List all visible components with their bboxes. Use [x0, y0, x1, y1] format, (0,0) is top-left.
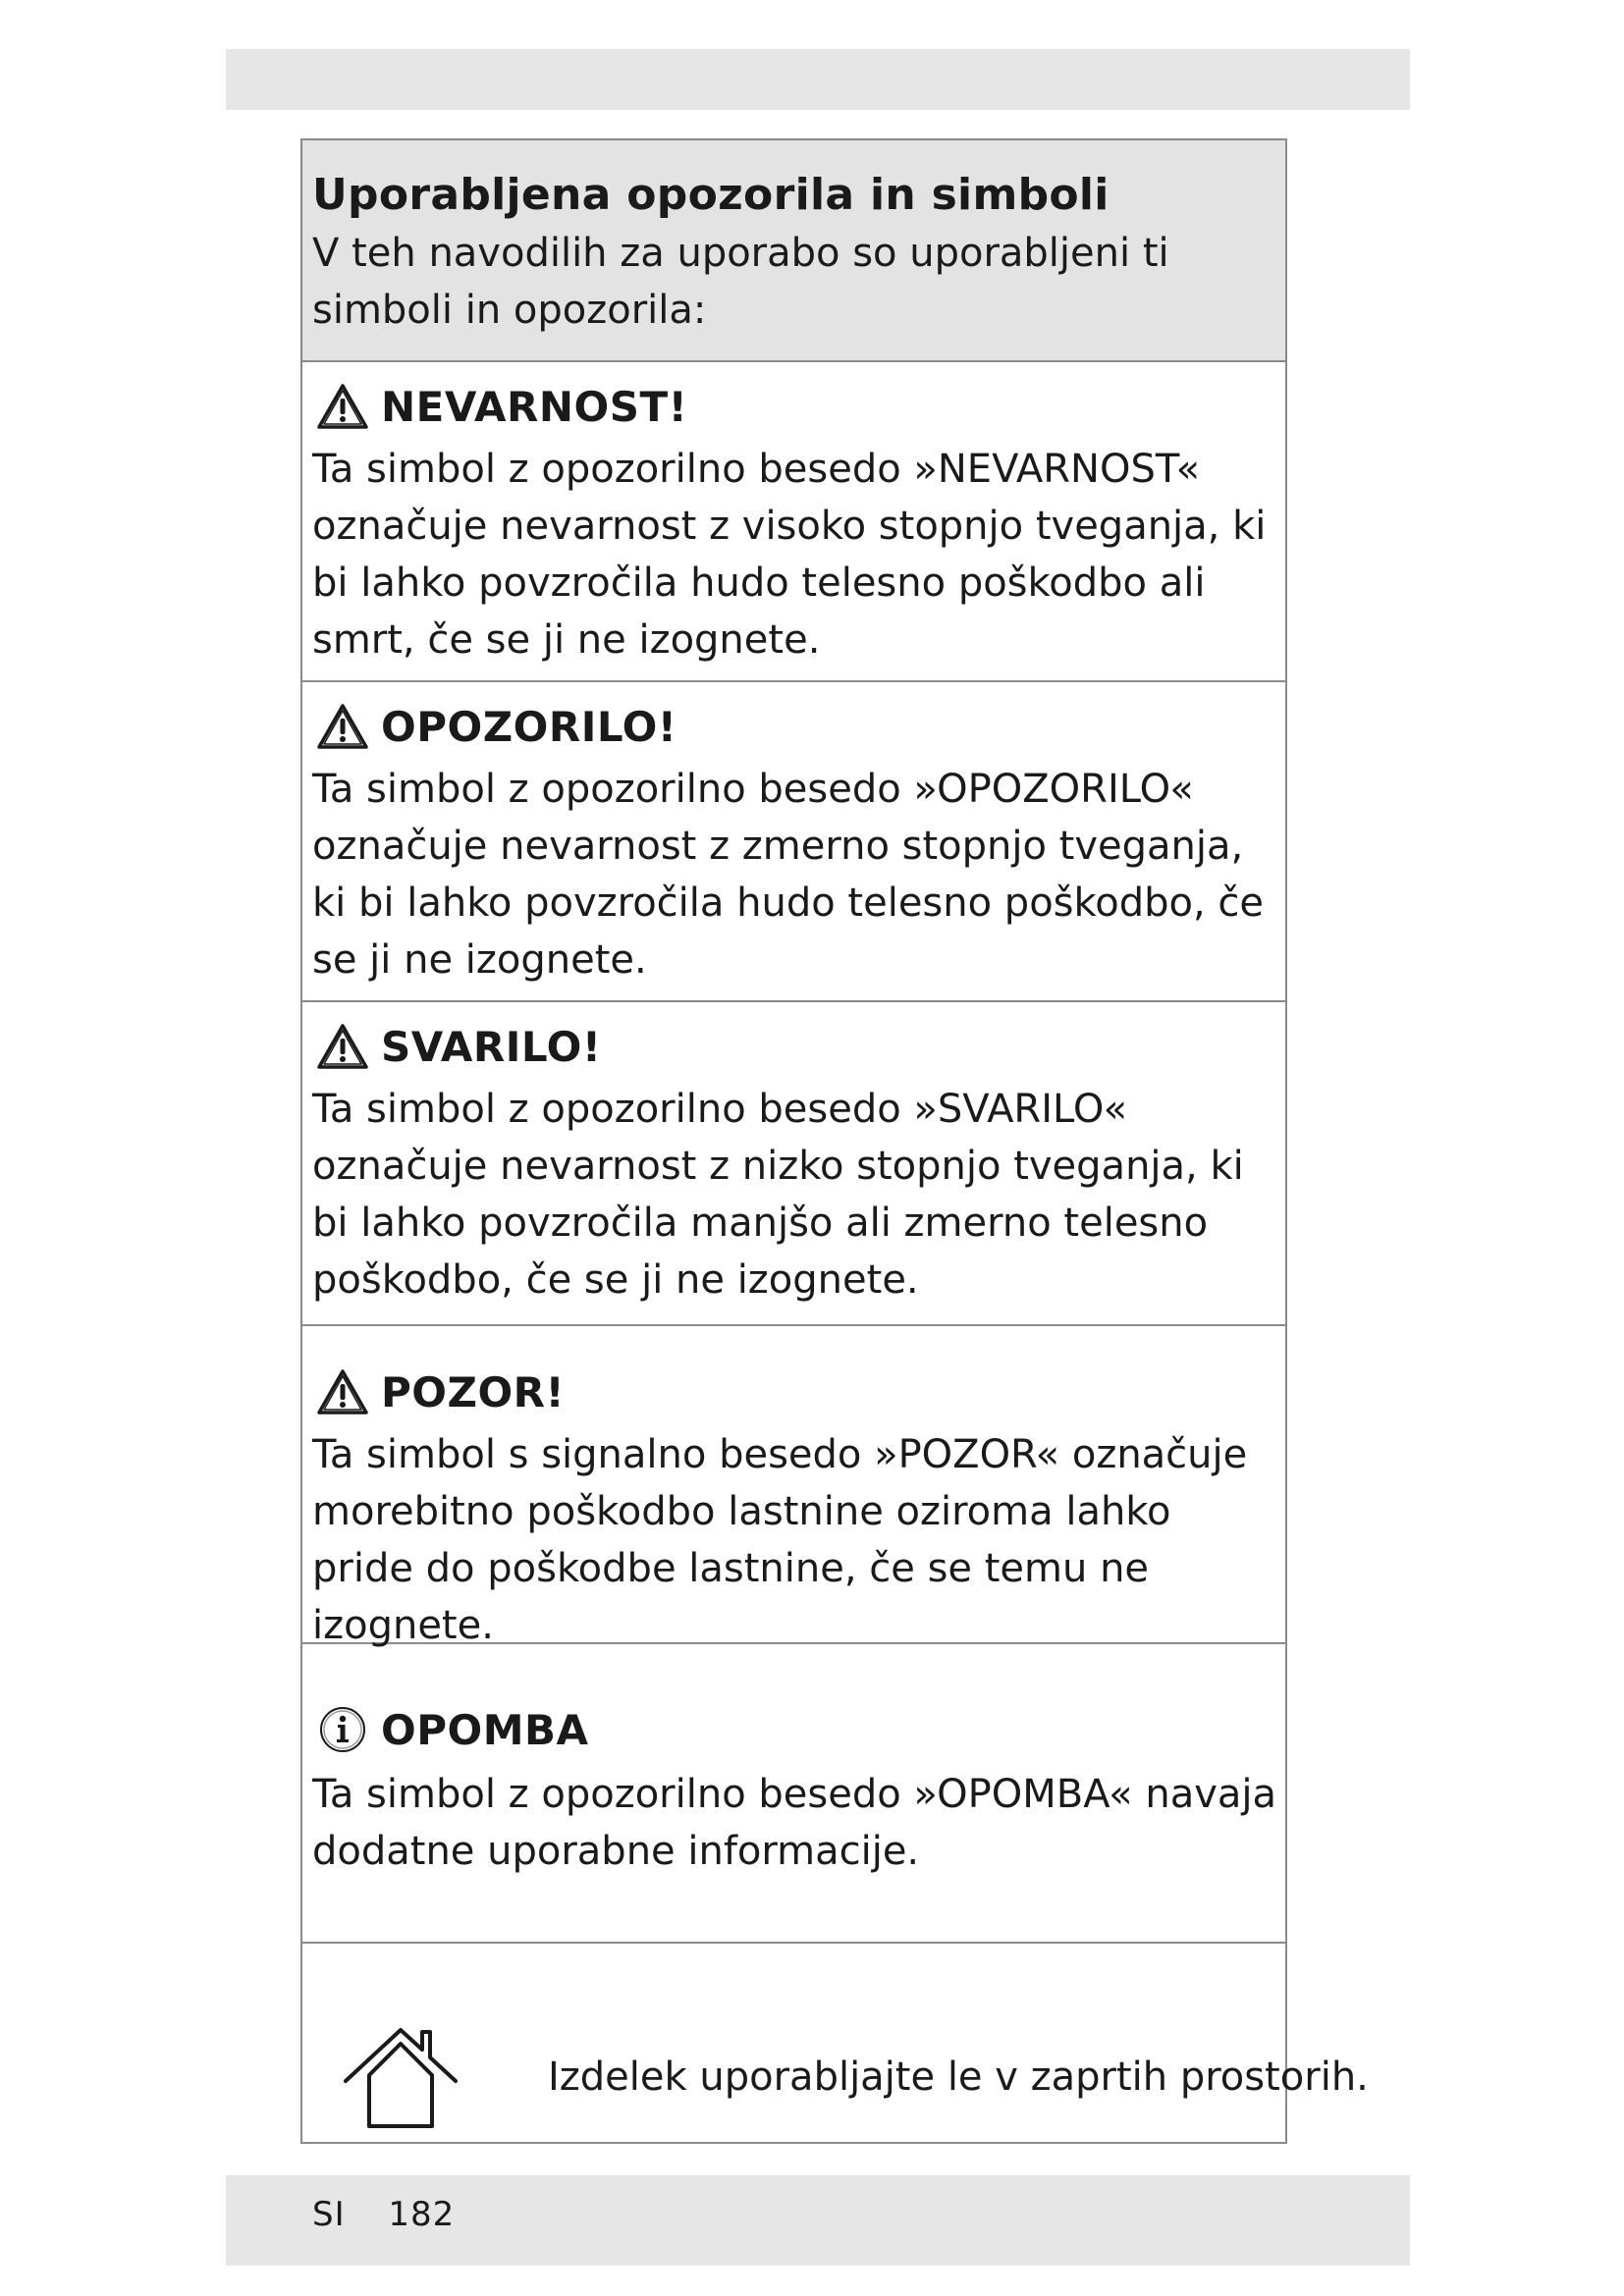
warning-row-note — [302, 1644, 1285, 1944]
warning-text: Ta simbol z opozorilno besedo »SVARILO« označuje nevarnost z nizko stopnjo tveganja, ki bi lahko povzročila manjšo ali zmerno telesno poškodbo, če se ji ne izognete. — [312, 1087, 1244, 1303]
warning-heading — [316, 382, 687, 431]
warning-row-danger — [302, 362, 1285, 682]
section-title: Uporabljena opozorila in simboli — [312, 170, 1110, 220]
indoor-use-row — [302, 1944, 1369, 2142]
warning-text: Ta simbol s signalno besedo »POZOR« označuje morebitno poškodbo lastnine oziroma lahko pride do poškodbe lastnine, če se temu ne izognete. — [312, 1432, 1248, 1648]
warning-heading — [316, 1367, 565, 1416]
warning-triangle-icon — [316, 382, 369, 431]
warning-heading — [316, 1022, 602, 1071]
info-circle-icon — [316, 1705, 369, 1754]
note-heading — [316, 1705, 589, 1754]
warning-label: OPOZORILO! — [381, 702, 677, 751]
symbols-table — [300, 138, 1369, 2144]
warning-row-notice — [302, 1326, 1285, 1648]
warning-label: POZOR! — [381, 1367, 566, 1416]
warning-row-warning — [302, 682, 1285, 1002]
note-text: Ta simbol z opozorilno besedo »OPOMBA« navaja dodatne uporabne informacije. — [312, 1772, 1277, 1874]
table-header — [302, 140, 1285, 362]
warning-row-caution — [302, 1002, 1285, 1326]
warning-text: Ta simbol z opozorilno besedo »NEVARNOST« označuje nevarnost z visoko stopnjo tveganja, ki bi lahko povzročila hudo telesno poškodbo ali smrt, če se ji ne izognete. — [312, 447, 1267, 663]
page-number: 182 — [388, 2195, 456, 2234]
warning-heading — [316, 702, 677, 751]
section-intro: V teh navodilih za uporabo so uporabljeni ti simboli in opozorila: — [312, 231, 1169, 333]
house-icon — [340, 2024, 461, 2132]
warning-triangle-icon — [316, 702, 369, 751]
footer-lang: SI — [312, 2195, 346, 2234]
warning-triangle-icon — [316, 1367, 369, 1416]
warning-triangle-icon — [316, 1022, 369, 1071]
indoor-use-text: Izdelek uporabljajte le v zaprtih prostorih. — [548, 2055, 1369, 2100]
page-footer — [312, 2195, 486, 2234]
warning-label: NEVARNOST! — [381, 382, 688, 431]
note-label: OPOMBA — [381, 1705, 589, 1754]
header-band — [226, 49, 1410, 110]
warning-text: Ta simbol z opozorilno besedo »OPOZORILO« označuje nevarnost z zmerno stopnjo tveganja, ki bi lahko povzročila hudo telesno poškodbo, če se ji ne izognete. — [312, 767, 1265, 983]
warning-label: SVARILO! — [381, 1022, 602, 1071]
